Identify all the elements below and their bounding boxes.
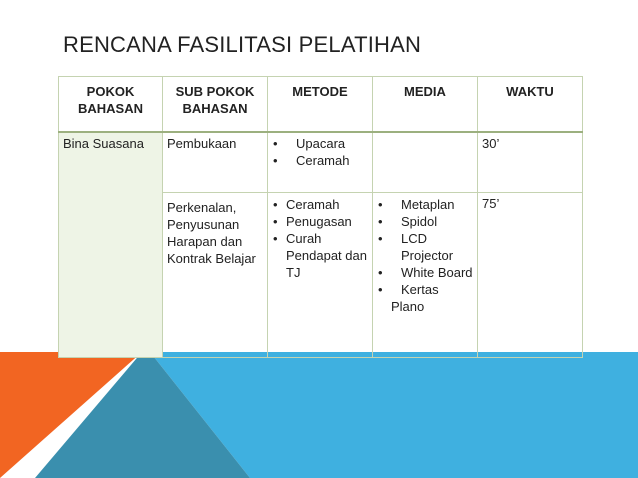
header-waktu: WAKTU [478, 77, 583, 133]
list-item: • Ceramah [272, 152, 368, 169]
list-item: • Spidol [377, 213, 473, 230]
waktu-cell: 75’ [478, 193, 583, 358]
metode-list [272, 196, 368, 281]
header-sub-pokok-bahasan: SUB POKOK BAHASAN [163, 77, 268, 133]
metode-list [272, 135, 368, 169]
list-item: • Ceramah [272, 196, 368, 213]
header-metode: METODE [268, 77, 373, 133]
list-item: • Kertas [377, 281, 473, 298]
header-pokok-bahasan: POKOK BAHASAN [59, 77, 163, 133]
sub-pokok-cell: Perkenalan, Penyusunan Harapan dan Kontrak Belajar [163, 193, 268, 358]
metode-cell [268, 132, 373, 193]
media-cell [373, 193, 478, 358]
list-item: • Metaplan [377, 196, 473, 213]
header-media: MEDIA [373, 77, 478, 133]
list-item: • LCD Projector [377, 230, 473, 264]
list-item: • Upacara [272, 135, 368, 152]
media-cell [373, 132, 478, 193]
table-row [59, 132, 583, 193]
facilitation-plan-table [58, 76, 583, 358]
list-item: • Penugasan [272, 213, 368, 230]
pokok-bahasan-cell: Bina Suasana [59, 132, 163, 358]
list-item: • White Board [377, 264, 473, 281]
table-header-row [59, 77, 583, 133]
list-item: • Curah Pendapat dan TJ [272, 230, 368, 281]
metode-cell [268, 193, 373, 358]
media-trailing-text: Plano [391, 299, 425, 314]
sub-pokok-cell: Pembukaan [163, 132, 268, 193]
waktu-cell: 30’ [478, 132, 583, 193]
media-list [377, 196, 473, 298]
slide-title: RENCANA FASILITASI PELATIHAN [63, 32, 422, 57]
